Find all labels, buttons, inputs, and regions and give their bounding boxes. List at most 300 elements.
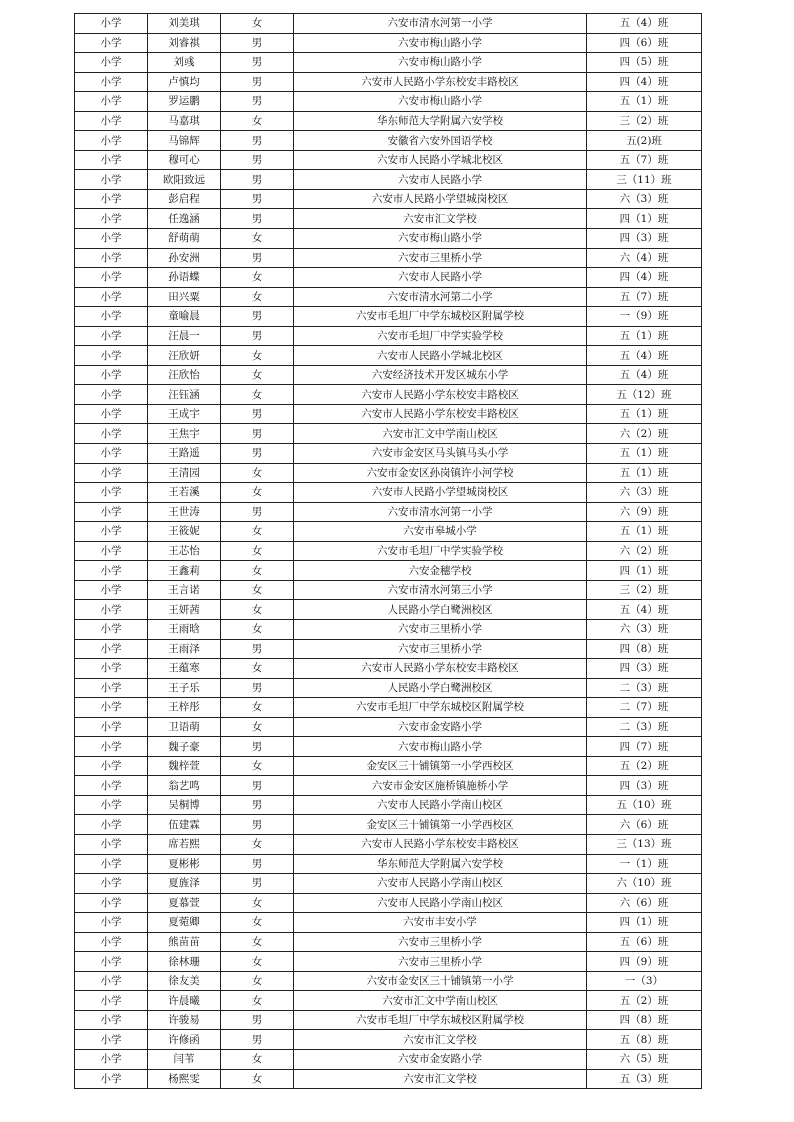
table-row	[75, 698, 702, 718]
school-name-cell: 六安市清水河第一小学	[294, 14, 587, 34]
school-name-cell: 金安区三十铺镇第一小学西校区	[294, 756, 587, 776]
student-name-cell: 席若熙	[148, 834, 221, 854]
school-level-cell: 小学	[75, 1069, 148, 1089]
student-name-cell: 孙语蝶	[148, 268, 221, 288]
school-name-cell: 六安市人民路小学城北校区	[294, 346, 587, 366]
table-row	[75, 717, 702, 737]
gender-cell: 女	[221, 717, 294, 737]
school-level-cell: 小学	[75, 502, 148, 522]
school-level-cell: 小学	[75, 580, 148, 600]
gender-cell: 女	[221, 268, 294, 288]
class-cell: 三（2）班	[587, 580, 702, 600]
class-cell: 五（6）班	[587, 932, 702, 952]
school-level-cell: 小学	[75, 541, 148, 561]
class-cell: 四（1）班	[587, 913, 702, 933]
gender-cell: 男	[221, 170, 294, 190]
class-cell: 二（3）班	[587, 678, 702, 698]
table-row	[75, 600, 702, 620]
student-name-cell: 穆可心	[148, 150, 221, 170]
table-row	[75, 854, 702, 874]
table-row	[75, 1030, 702, 1050]
table-row	[75, 53, 702, 73]
table-row	[75, 874, 702, 894]
class-cell: 五（1）班	[587, 404, 702, 424]
gender-cell: 男	[221, 1010, 294, 1030]
school-level-cell: 小学	[75, 756, 148, 776]
gender-cell: 女	[221, 619, 294, 639]
gender-cell: 男	[221, 326, 294, 346]
table-row	[75, 893, 702, 913]
gender-cell: 女	[221, 522, 294, 542]
gender-cell: 女	[221, 561, 294, 581]
student-name-cell: 闫苇	[148, 1049, 221, 1069]
class-cell: 五（2）班	[587, 756, 702, 776]
school-level-cell: 小学	[75, 268, 148, 288]
school-level-cell: 小学	[75, 932, 148, 952]
school-level-cell: 小学	[75, 385, 148, 405]
table-row	[75, 776, 702, 796]
school-level-cell: 小学	[75, 72, 148, 92]
school-level-cell: 小学	[75, 952, 148, 972]
gender-cell: 男	[221, 502, 294, 522]
school-level-cell: 小学	[75, 33, 148, 53]
class-cell: 六（10）班	[587, 874, 702, 894]
student-name-cell: 刘美琪	[148, 14, 221, 34]
class-cell: 五（2）班	[587, 991, 702, 1011]
table-row	[75, 580, 702, 600]
gender-cell: 男	[221, 444, 294, 464]
gender-cell: 男	[221, 1030, 294, 1050]
school-name-cell: 六安市清水河第三小学	[294, 580, 587, 600]
table-row	[75, 971, 702, 991]
school-level-cell: 小学	[75, 307, 148, 327]
gender-cell: 女	[221, 1069, 294, 1089]
school-name-cell: 六安市毛坦厂中学实验学校	[294, 326, 587, 346]
gender-cell: 女	[221, 600, 294, 620]
class-cell: 四（5）班	[587, 53, 702, 73]
gender-cell: 女	[221, 913, 294, 933]
student-name-cell: 翁艺鸣	[148, 776, 221, 796]
class-cell: 五（1）班	[587, 326, 702, 346]
table-row	[75, 346, 702, 366]
school-name-cell: 六安市人民路小学东校安丰路校区	[294, 834, 587, 854]
class-cell: 六（4）班	[587, 248, 702, 268]
school-name-cell: 六安市金安区三十铺镇第一小学	[294, 971, 587, 991]
table-row	[75, 639, 702, 659]
school-level-cell: 小学	[75, 404, 148, 424]
school-name-cell: 六安市毛坦厂中学东城校区附属学校	[294, 1010, 587, 1030]
table-row	[75, 424, 702, 444]
class-cell: 五（8）班	[587, 1030, 702, 1050]
table-row	[75, 952, 702, 972]
gender-cell: 女	[221, 14, 294, 34]
school-level-cell: 小学	[75, 1010, 148, 1030]
school-level-cell: 小学	[75, 346, 148, 366]
school-level-cell: 小学	[75, 913, 148, 933]
class-cell: 五（1）班	[587, 463, 702, 483]
school-name-cell: 安徽省六安外国语学校	[294, 131, 587, 151]
table-row	[75, 1010, 702, 1030]
school-level-cell: 小学	[75, 170, 148, 190]
gender-cell: 女	[221, 229, 294, 249]
table-row	[75, 561, 702, 581]
gender-cell: 男	[221, 424, 294, 444]
table-row	[75, 522, 702, 542]
student-name-cell: 王路遥	[148, 444, 221, 464]
student-name-cell: 汪晨一	[148, 326, 221, 346]
class-cell: 三（13）班	[587, 834, 702, 854]
student-name-cell: 王梓彤	[148, 698, 221, 718]
class-cell: 五(2)班	[587, 131, 702, 151]
school-name-cell: 六安市毛坦厂中学东城校区附属学校	[294, 307, 587, 327]
student-name-cell: 罗运鹏	[148, 92, 221, 112]
school-level-cell: 小学	[75, 1049, 148, 1069]
class-cell: 四（8）班	[587, 1010, 702, 1030]
school-name-cell: 六安市人民路小学	[294, 268, 587, 288]
school-name-cell: 六安市人民路小学南山校区	[294, 893, 587, 913]
table-row	[75, 14, 702, 34]
table-row	[75, 365, 702, 385]
school-name-cell: 人民路小学白鹭洲校区	[294, 600, 587, 620]
class-cell: 五（4）班	[587, 600, 702, 620]
school-level-cell: 小学	[75, 14, 148, 34]
school-level-cell: 小学	[75, 795, 148, 815]
gender-cell: 男	[221, 815, 294, 835]
student-name-cell: 徐林珊	[148, 952, 221, 972]
school-name-cell: 六安市皋城小学	[294, 522, 587, 542]
school-name-cell: 六安市汇文中学南山校区	[294, 424, 587, 444]
class-cell: 三（2）班	[587, 111, 702, 131]
table-row	[75, 307, 702, 327]
class-cell: 一（3）	[587, 971, 702, 991]
gender-cell: 男	[221, 72, 294, 92]
table-row	[75, 678, 702, 698]
school-level-cell: 小学	[75, 854, 148, 874]
student-name-cell: 王世涛	[148, 502, 221, 522]
gender-cell: 女	[221, 893, 294, 913]
gender-cell: 男	[221, 248, 294, 268]
gender-cell: 女	[221, 971, 294, 991]
class-cell: 五（1）班	[587, 522, 702, 542]
gender-cell: 男	[221, 874, 294, 894]
table-row	[75, 287, 702, 307]
gender-cell: 女	[221, 932, 294, 952]
school-name-cell: 六安市三里桥小学	[294, 932, 587, 952]
school-level-cell: 小学	[75, 522, 148, 542]
gender-cell: 女	[221, 659, 294, 679]
student-name-cell: 魏梓萱	[148, 756, 221, 776]
school-name-cell: 六安经济技术开发区城东小学	[294, 365, 587, 385]
class-cell: 四（9）班	[587, 952, 702, 972]
student-name-cell: 吴桐博	[148, 795, 221, 815]
student-name-cell: 田兴粟	[148, 287, 221, 307]
school-level-cell: 小学	[75, 1030, 148, 1050]
school-level-cell: 小学	[75, 248, 148, 268]
gender-cell: 女	[221, 952, 294, 972]
student-name-cell: 王鑫莉	[148, 561, 221, 581]
table-row	[75, 541, 702, 561]
class-cell: 六（6）班	[587, 893, 702, 913]
class-cell: 六（2）班	[587, 541, 702, 561]
table-row	[75, 404, 702, 424]
table-row	[75, 619, 702, 639]
table-row	[75, 463, 702, 483]
table-row	[75, 1069, 702, 1089]
school-name-cell: 六安市梅山路小学	[294, 33, 587, 53]
gender-cell: 女	[221, 463, 294, 483]
student-name-cell: 王若溪	[148, 483, 221, 503]
school-name-cell: 六安市金安路小学	[294, 1049, 587, 1069]
school-level-cell: 小学	[75, 189, 148, 209]
student-name-cell: 王芯怡	[148, 541, 221, 561]
gender-cell: 男	[221, 53, 294, 73]
gender-cell: 女	[221, 756, 294, 776]
table-row	[75, 991, 702, 1011]
student-name-cell: 汪欣怡	[148, 365, 221, 385]
class-cell: 六（2）班	[587, 424, 702, 444]
school-name-cell: 金安区三十铺镇第一小学西校区	[294, 815, 587, 835]
school-level-cell: 小学	[75, 209, 148, 229]
school-name-cell: 六安市毛坦厂中学实验学校	[294, 541, 587, 561]
school-name-cell: 人民路小学白鹭洲校区	[294, 678, 587, 698]
student-name-cell: 许骏易	[148, 1010, 221, 1030]
class-cell: 一（1）班	[587, 854, 702, 874]
class-cell: 四（4）班	[587, 72, 702, 92]
school-name-cell: 六安市三里桥小学	[294, 639, 587, 659]
school-name-cell: 六安市人民路小学东校安丰路校区	[294, 404, 587, 424]
gender-cell: 男	[221, 737, 294, 757]
school-name-cell: 华东师范大学附属六安学校	[294, 111, 587, 131]
class-cell: 六（3）班	[587, 189, 702, 209]
school-level-cell: 小学	[75, 444, 148, 464]
school-name-cell: 六安市梅山路小学	[294, 737, 587, 757]
class-cell: 六（5）班	[587, 1049, 702, 1069]
school-level-cell: 小学	[75, 92, 148, 112]
student-name-cell: 任逸涵	[148, 209, 221, 229]
school-name-cell: 六安市金安路小学	[294, 717, 587, 737]
school-name-cell: 六安市三里桥小学	[294, 619, 587, 639]
student-name-cell: 王筱妮	[148, 522, 221, 542]
class-cell: 二（7）班	[587, 698, 702, 718]
class-cell: 三（11）班	[587, 170, 702, 190]
class-cell: 四（6）班	[587, 33, 702, 53]
gender-cell: 男	[221, 854, 294, 874]
student-name-cell: 汪钰涵	[148, 385, 221, 405]
school-name-cell: 六安市梅山路小学	[294, 229, 587, 249]
gender-cell: 男	[221, 209, 294, 229]
gender-cell: 男	[221, 131, 294, 151]
school-level-cell: 小学	[75, 619, 148, 639]
student-name-cell: 王言诺	[148, 580, 221, 600]
school-level-cell: 小学	[75, 776, 148, 796]
class-cell: 四（7）班	[587, 737, 702, 757]
school-name-cell: 六安市汇文学校	[294, 1030, 587, 1050]
school-name-cell: 六安市金安区孙岗镇许小河学校	[294, 463, 587, 483]
gender-cell: 男	[221, 189, 294, 209]
school-level-cell: 小学	[75, 483, 148, 503]
student-name-cell: 夏旌泽	[148, 874, 221, 894]
class-cell: 二（3）班	[587, 717, 702, 737]
student-name-cell: 马锦辉	[148, 131, 221, 151]
class-cell: 五（7）班	[587, 150, 702, 170]
class-cell: 五（4）班	[587, 14, 702, 34]
class-cell: 五（1）班	[587, 92, 702, 112]
student-name-cell: 王子乐	[148, 678, 221, 698]
school-level-cell: 小学	[75, 53, 148, 73]
student-name-cell: 王焦宇	[148, 424, 221, 444]
student-name-cell: 刘彧	[148, 53, 221, 73]
school-name-cell: 六安市清水河第二小学	[294, 287, 587, 307]
table-row	[75, 170, 702, 190]
roster-body	[75, 14, 702, 1089]
class-cell: 六（6）班	[587, 815, 702, 835]
table-row	[75, 92, 702, 112]
school-level-cell: 小学	[75, 815, 148, 835]
table-row	[75, 111, 702, 131]
table-row	[75, 229, 702, 249]
school-level-cell: 小学	[75, 834, 148, 854]
school-level-cell: 小学	[75, 111, 148, 131]
school-name-cell: 六安市金安区马头镇马头小学	[294, 444, 587, 464]
student-name-cell: 夏彬彬	[148, 854, 221, 874]
gender-cell: 女	[221, 483, 294, 503]
student-name-cell: 欧阳致远	[148, 170, 221, 190]
school-name-cell: 六安市人民路小学望城岗校区	[294, 189, 587, 209]
table-row	[75, 913, 702, 933]
table-row	[75, 209, 702, 229]
table-row	[75, 1049, 702, 1069]
gender-cell: 男	[221, 678, 294, 698]
student-name-cell: 王清园	[148, 463, 221, 483]
student-name-cell: 王蕴寒	[148, 659, 221, 679]
student-name-cell: 熊苗苗	[148, 932, 221, 952]
school-level-cell: 小学	[75, 287, 148, 307]
school-name-cell: 六安市梅山路小学	[294, 92, 587, 112]
school-name-cell: 六安市人民路小学望城岗校区	[294, 483, 587, 503]
class-cell: 六（3）班	[587, 483, 702, 503]
table-row	[75, 248, 702, 268]
table-row	[75, 737, 702, 757]
table-row	[75, 483, 702, 503]
table-row	[75, 33, 702, 53]
gender-cell: 女	[221, 580, 294, 600]
student-name-cell: 伍建霖	[148, 815, 221, 835]
school-name-cell: 六安市三里桥小学	[294, 248, 587, 268]
student-name-cell: 彭启程	[148, 189, 221, 209]
student-name-cell: 舒萌萌	[148, 229, 221, 249]
class-cell: 一（9）班	[587, 307, 702, 327]
school-level-cell: 小学	[75, 150, 148, 170]
school-level-cell: 小学	[75, 463, 148, 483]
student-name-cell: 许晨曦	[148, 991, 221, 1011]
class-cell: 五（7）班	[587, 287, 702, 307]
gender-cell: 女	[221, 346, 294, 366]
school-name-cell: 六安市人民路小学东校安丰路校区	[294, 72, 587, 92]
table-row	[75, 815, 702, 835]
gender-cell: 男	[221, 404, 294, 424]
class-cell: 四（3）班	[587, 776, 702, 796]
student-name-cell: 刘睿祺	[148, 33, 221, 53]
table-row	[75, 502, 702, 522]
school-level-cell: 小学	[75, 659, 148, 679]
school-name-cell: 六安市丰安小学	[294, 913, 587, 933]
gender-cell: 男	[221, 795, 294, 815]
table-row	[75, 795, 702, 815]
school-name-cell: 六安市金安区施桥镇施桥小学	[294, 776, 587, 796]
school-name-cell: 六安市汇文学校	[294, 209, 587, 229]
gender-cell: 女	[221, 287, 294, 307]
student-name-cell: 卢慎均	[148, 72, 221, 92]
student-name-cell: 汪欣妍	[148, 346, 221, 366]
gender-cell: 女	[221, 1049, 294, 1069]
school-level-cell: 小学	[75, 874, 148, 894]
school-name-cell: 六安市汇文中学南山校区	[294, 991, 587, 1011]
gender-cell: 男	[221, 150, 294, 170]
school-level-cell: 小学	[75, 326, 148, 346]
student-name-cell: 童喻晨	[148, 307, 221, 327]
class-cell: 五（4）班	[587, 365, 702, 385]
table-row	[75, 268, 702, 288]
class-cell: 五（3）班	[587, 1069, 702, 1089]
class-cell: 五（12）班	[587, 385, 702, 405]
class-cell: 四（4）班	[587, 268, 702, 288]
class-cell: 五（4）班	[587, 346, 702, 366]
student-name-cell: 夏慕萱	[148, 893, 221, 913]
school-name-cell: 六安市毛坦厂中学东城校区附属学校	[294, 698, 587, 718]
gender-cell: 男	[221, 776, 294, 796]
student-roster-table	[74, 13, 702, 1089]
school-level-cell: 小学	[75, 717, 148, 737]
school-level-cell: 小学	[75, 365, 148, 385]
student-name-cell: 徐友美	[148, 971, 221, 991]
school-level-cell: 小学	[75, 893, 148, 913]
student-name-cell: 孙安洲	[148, 248, 221, 268]
student-name-cell: 王雨泽	[148, 639, 221, 659]
school-name-cell: 六安市人民路小学东校安丰路校区	[294, 385, 587, 405]
table-row	[75, 659, 702, 679]
class-cell: 四（1）班	[587, 209, 702, 229]
gender-cell: 女	[221, 365, 294, 385]
school-name-cell: 六安市汇文学校	[294, 1069, 587, 1089]
school-name-cell: 六安市人民路小学城北校区	[294, 150, 587, 170]
table-row	[75, 326, 702, 346]
school-level-cell: 小学	[75, 678, 148, 698]
school-name-cell: 华东师范大学附属六安学校	[294, 854, 587, 874]
school-level-cell: 小学	[75, 737, 148, 757]
school-name-cell: 六安市人民路小学南山校区	[294, 795, 587, 815]
table-row	[75, 756, 702, 776]
gender-cell: 女	[221, 834, 294, 854]
school-name-cell: 六安市人民路小学南山校区	[294, 874, 587, 894]
table-row	[75, 150, 702, 170]
student-name-cell: 杨熙雯	[148, 1069, 221, 1089]
school-level-cell: 小学	[75, 561, 148, 581]
student-name-cell: 卫语萌	[148, 717, 221, 737]
student-name-cell: 夏菀卿	[148, 913, 221, 933]
school-name-cell: 六安市人民路小学	[294, 170, 587, 190]
school-level-cell: 小学	[75, 424, 148, 444]
school-level-cell: 小学	[75, 131, 148, 151]
table-row	[75, 131, 702, 151]
table-row	[75, 385, 702, 405]
school-level-cell: 小学	[75, 971, 148, 991]
school-level-cell: 小学	[75, 229, 148, 249]
class-cell: 四（3）班	[587, 229, 702, 249]
school-name-cell: 六安金穗学校	[294, 561, 587, 581]
class-cell: 四（8）班	[587, 639, 702, 659]
table-row	[75, 189, 702, 209]
class-cell: 六（9）班	[587, 502, 702, 522]
